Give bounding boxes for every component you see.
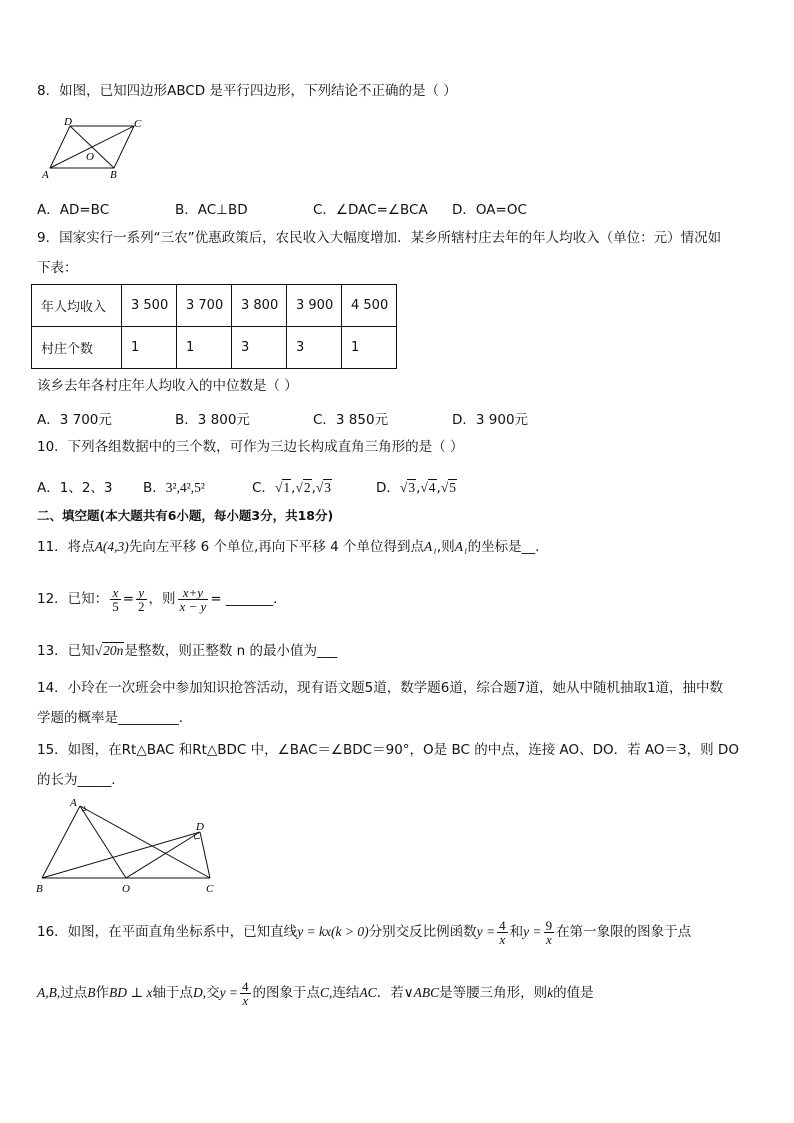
table-cell: 1: [342, 327, 397, 369]
q14-line2: 学题的概率是_________.: [37, 710, 184, 726]
q11-line: 11．将点A(4,3)先向左平移 6 个单位,再向下平移 4 个单位得到点A₁,则A₁的坐标是__.: [37, 539, 540, 555]
sqrt-1: √1: [274, 480, 291, 495]
fraction-x-over-5: $\frac{x}{5}$: [112, 584, 119, 614]
q9-stem-line2: 下表：: [37, 260, 78, 276]
q11-point: A(4,3): [94, 539, 129, 554]
q12-line: 12．已知： $\frac{x}{5}$ = $\frac{y}{2}$ ，则 $\frac{x+y}{x - y}$ = _______.: [37, 584, 278, 614]
sqrt-2: √2: [295, 480, 311, 495]
q8-option-b[interactable]: B．AC⊥BD: [175, 202, 248, 218]
q10-option-d[interactable]: D．√3,√4,√5: [376, 480, 457, 496]
q16-line2: A,B,过点B作BD ⊥ x轴于点D,交y = $\frac{4}{x}$ 的图象于点C,连结AC．若∨ABC是等腰三角形，则k的值是: [37, 978, 594, 1008]
sqrt-3: √3: [399, 480, 416, 495]
q9-income-table: [31, 284, 397, 369]
q9-option-c[interactable]: C．3 850元: [313, 412, 389, 428]
q8-label-c: C: [134, 118, 142, 130]
sqrt-4: √4: [420, 480, 436, 495]
q15-line1: 15．如图，在Rt△BAC 和Rt△BDC 中，∠BAC＝∠BDC＝90°，O是 BC 的中点，连接 AO、DO．若 AO＝3，则 DO: [37, 742, 739, 758]
q8-label-o: O: [86, 151, 94, 163]
q15-label-a: A: [70, 797, 77, 809]
q10-option-d-prefix: D．: [376, 480, 400, 496]
table-cell: 3 700: [177, 285, 232, 327]
q16-line1: 16．如图，在平面直角坐标系中，已知直线y = kx(k > 0)分别交反比例函数y = $\frac{4}{x}$ 和y = $\frac{9}{x}$ 在第一象限的图象于点: [37, 917, 692, 947]
q8-label-d: D: [64, 116, 72, 128]
table-cell: 4 500: [342, 285, 397, 327]
q9-question: 该乡去年各村庄年人均收入的中位数是（ ）: [37, 378, 298, 394]
fraction-9-over-x: $\frac{9}{x}$: [545, 917, 553, 947]
q8-option-c[interactable]: C．∠DAC=∠BCA: [313, 202, 428, 218]
sqrt-3: √3: [315, 480, 332, 495]
table-cell: 3: [287, 327, 342, 369]
q15-label-c: C: [206, 883, 214, 895]
q9-option-d[interactable]: D．3 900元: [452, 412, 529, 428]
fraction-4-over-x: $\frac{4}{x}$: [499, 917, 506, 947]
table-row-header: 年人均收入: [32, 285, 122, 327]
table-row-header: 村庄个数: [32, 327, 122, 369]
table-cell: 3 500: [122, 285, 177, 327]
sqrt-5: √5: [440, 480, 457, 495]
q10-stem: 10．下列各组数据中的三个数，可作为三边长构成直角三角形的是（ ）: [37, 439, 464, 455]
table-cell: 3 900: [287, 285, 342, 327]
q10-option-c[interactable]: C．√1,√2,√3: [252, 480, 332, 496]
fraction-4-over-x: $\frac{4}{x}$: [242, 978, 249, 1008]
table-row: [32, 327, 397, 369]
table-cell: 3: [232, 327, 287, 369]
q8-stem: 8．如图，已知四边形ABCD 是平行四边形，下列结论不正确的是（ ）: [37, 83, 457, 99]
fraction-y-over-2: $\frac{y}{2}$: [138, 584, 145, 614]
table-row: [32, 285, 397, 327]
fraction-sum-over-diff: $\frac{x+y}{x - y}$: [179, 584, 207, 614]
q15-triangles-figure: [34, 794, 224, 898]
q8-option-a[interactable]: A．AD=BC: [37, 202, 110, 218]
table-cell: 1: [177, 327, 232, 369]
q8-option-d[interactable]: D．OA=OC: [452, 202, 527, 218]
q15-label-d: D: [196, 821, 204, 833]
q10-option-a[interactable]: A．1、2、3: [37, 480, 113, 496]
q9-stem-line1: 9．国家实行一系列“三农”优惠政策后，农民收入大幅度增加．某乡所辖村庄去年的年人均收入（单位：元）情况如: [37, 230, 722, 246]
sqrt-20n: √20n: [94, 643, 124, 658]
q14-line1: 14．小玲在一次班会中参加知识抢答活动，现有语文题5道，数学题6道，综合题7道，她从中随机抽取1道，抽中数: [37, 680, 724, 696]
section-heading-fill-in: 二、填空题(本大题共有6小题，每小题3分，共18分): [37, 508, 334, 523]
q10-option-c-prefix: C．: [252, 480, 275, 496]
q8-label-a: A: [42, 169, 49, 181]
q15-line2: 的长为_____.: [37, 772, 116, 788]
q8-parallelogram-figure: [38, 116, 148, 182]
q9-option-b[interactable]: B．3 800元: [175, 412, 250, 428]
q10-option-b-math: 3²,4²,5²: [165, 480, 205, 495]
q8-label-b: B: [110, 169, 117, 181]
q9-option-a[interactable]: A．3 700元: [37, 412, 112, 428]
q10-option-b-prefix: B．: [143, 480, 166, 496]
q10-option-b[interactable]: [143, 476, 205, 496]
table-cell: 1: [122, 327, 177, 369]
q15-label-b: B: [36, 883, 43, 895]
q15-label-o: O: [122, 883, 130, 895]
q13-line: 13．已知√20n是整数，则正整数 n 的最小值为___: [37, 643, 338, 659]
table-cell: 3 800: [232, 285, 287, 327]
